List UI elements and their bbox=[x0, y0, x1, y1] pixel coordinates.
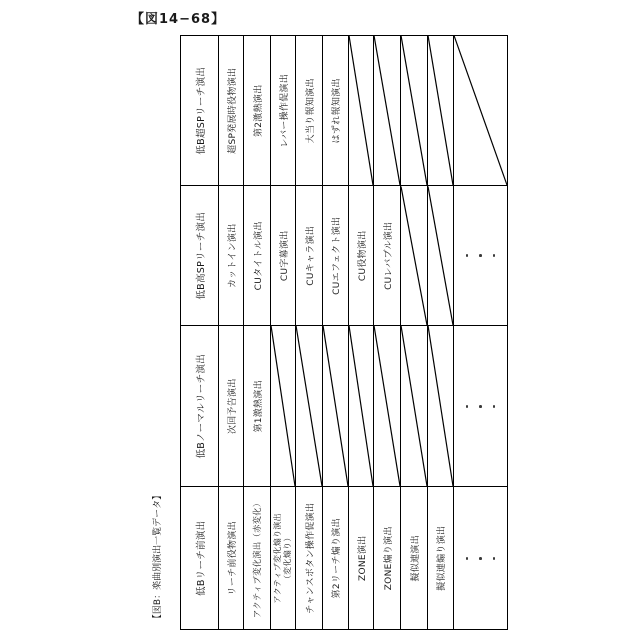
diagonal-line-icon bbox=[323, 326, 348, 486]
rotated-table-container bbox=[153, 35, 508, 630]
table-cell: CU字幕演出 bbox=[271, 187, 296, 326]
ellipsis-dot bbox=[466, 254, 469, 257]
diagonal-line-icon bbox=[401, 187, 427, 326]
diagonal-line-icon bbox=[401, 36, 427, 186]
table-cell: 大当り報知演出 bbox=[296, 36, 323, 186]
table-cell-empty bbox=[296, 326, 323, 486]
table-column-super-sp-reach bbox=[181, 36, 507, 186]
ellipsis-dot bbox=[493, 405, 496, 408]
diagonal-line-icon bbox=[428, 326, 453, 486]
table-cell-empty bbox=[374, 36, 401, 186]
table-cell: ZONE演出 bbox=[349, 487, 374, 629]
column-header: 低B高SPリーチ演出 bbox=[181, 187, 219, 326]
ellipsis-dot bbox=[466, 405, 469, 408]
ellipsis-dot bbox=[479, 557, 482, 560]
column-header: 低Bノーマルリーチ演出 bbox=[181, 326, 219, 486]
ellipsis-dot bbox=[493, 557, 496, 560]
table-cell: 次回予告演出 bbox=[219, 326, 244, 486]
table-cell: 擬似連演出 bbox=[401, 487, 428, 629]
column-header: 低Bリーチ前演出 bbox=[181, 487, 219, 629]
table-cell-empty bbox=[374, 326, 401, 486]
diagonal-line-icon bbox=[401, 326, 427, 486]
table-cell: ZONE煽り演出 bbox=[374, 487, 401, 629]
table-cell-continuation bbox=[454, 326, 507, 486]
table-cell: レバー操作促演出 bbox=[271, 36, 296, 186]
table-cell: CU役物演出 bbox=[349, 187, 374, 326]
table-cell-empty bbox=[401, 36, 428, 186]
diagonal-line-icon bbox=[454, 36, 507, 186]
diagonal-line-icon bbox=[271, 326, 295, 486]
diagonal-line-icon bbox=[428, 187, 453, 326]
diagonal-line-icon bbox=[296, 326, 322, 486]
table-cell: CUタイトル演出 bbox=[244, 187, 271, 326]
table-cell-line: （変化煽り） bbox=[283, 533, 292, 584]
table-cell-empty bbox=[428, 326, 454, 486]
column-header: 低B超SPリーチ演出 bbox=[181, 36, 219, 186]
diagonal-line-icon bbox=[349, 36, 373, 186]
ellipsis-dot bbox=[466, 557, 469, 560]
table-column-high-sp-reach bbox=[181, 186, 507, 326]
table-cell: 超SP発展時役物演出 bbox=[219, 36, 244, 186]
table-cell: アクティブ変化演出（赤変化） bbox=[244, 487, 271, 629]
effect-list-table bbox=[180, 35, 508, 630]
table-cell-empty bbox=[349, 36, 374, 186]
table-cell-continuation bbox=[454, 487, 507, 629]
table-cell: CUエフェクト演出 bbox=[323, 187, 349, 326]
table-cell: チャンスボタン操作促演出 bbox=[296, 487, 323, 629]
table-cell-empty bbox=[271, 326, 296, 486]
table-cell bbox=[271, 487, 296, 629]
table-cell-empty bbox=[401, 187, 428, 326]
table-cell-empty bbox=[428, 36, 454, 186]
ellipsis-dot bbox=[479, 254, 482, 257]
table-cell: 第2激熱演出 bbox=[244, 36, 271, 186]
table-cell: カットイン演出 bbox=[219, 187, 244, 326]
table-cell-empty bbox=[428, 187, 454, 326]
table-cell: リーチ前役物演出 bbox=[219, 487, 244, 629]
ellipsis-dot bbox=[479, 405, 482, 408]
diagonal-line-icon bbox=[428, 36, 453, 186]
table-cell-continuation bbox=[454, 187, 507, 326]
diagonal-line-icon bbox=[349, 326, 373, 486]
table-cell-empty bbox=[401, 326, 428, 486]
table-cell-empty bbox=[349, 326, 374, 486]
ellipsis-dot bbox=[493, 254, 496, 257]
table-cell: 擬似連煽り演出 bbox=[428, 487, 454, 629]
table-cell-empty bbox=[323, 326, 349, 486]
diagonal-line-icon bbox=[374, 36, 400, 186]
table-cell-empty bbox=[454, 36, 507, 186]
table-cell: 第2リーチ煽り演出 bbox=[323, 487, 349, 629]
figure-number-label: 【図14−68】 bbox=[131, 12, 226, 27]
table-column-pre-reach bbox=[181, 486, 507, 629]
table-cell: 第1激熱演出 bbox=[244, 326, 271, 486]
table-caption: 【図B：楽曲別演出一覧データ】 bbox=[153, 490, 163, 624]
table-cell: CUキャラ演出 bbox=[296, 187, 323, 326]
table-column-normal-reach bbox=[181, 325, 507, 486]
table-cell: はずれ報知演出 bbox=[323, 36, 349, 186]
table-cell: CUレバブル演出 bbox=[374, 187, 401, 326]
diagonal-line-icon bbox=[374, 326, 400, 486]
table-cell-line: アクティブ変化煽り演出 bbox=[273, 513, 282, 604]
